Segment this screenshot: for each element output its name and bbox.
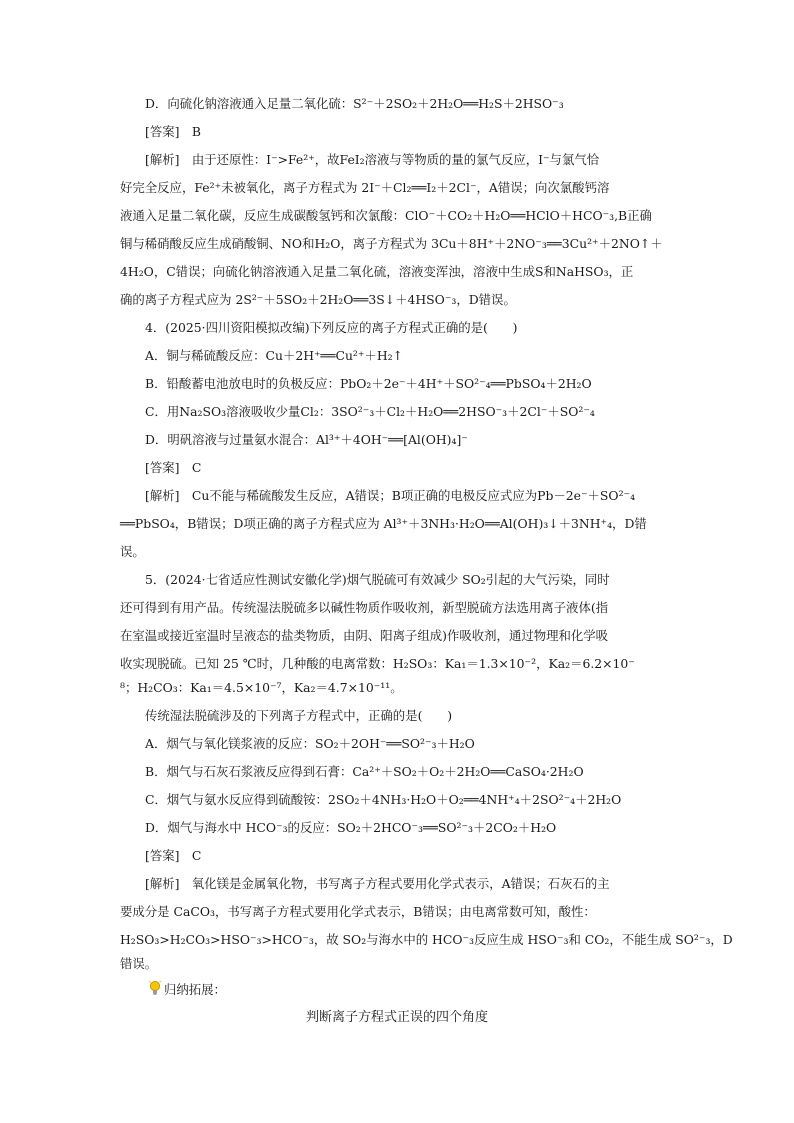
analysis-line: [解析] Cu不能与稀硫酸发生反应，A错误；B项正确的电极反应式应为Pb－2e⁻＋SO²⁻₄	[145, 488, 636, 503]
analysis-line: 误。	[120, 544, 145, 559]
question-5-stem: 在室温或接近室温时呈液态的盐类物质，由阴、阳离子组成)作吸收剂，通过物理和化学吸	[120, 628, 609, 643]
analysis-line: 铜与稀硝酸反应生成硝酸铜、NO和H₂O，离子方程式为 3Cu＋8H⁺＋2NO⁻₃══3Cu²⁺＋2NO↑＋	[120, 236, 663, 251]
lightbulb-icon	[148, 980, 162, 996]
analysis-line: [解析] 氧化镁是金属氧化物，书写离子方程式要用化学式表示，A错误；石灰石的主	[145, 876, 610, 891]
analysis-line: 确的离子方程式应为 2S²⁻＋5SO₂＋2H₂O══3S↓＋4HSO⁻₃，D错误。	[120, 292, 516, 307]
analysis-line: 好完全反应，Fe²⁺未被氧化，离子方程式为 2I⁻＋Cl₂══I₂＋2Cl⁻，A错误；向次氯酸钙溶	[120, 180, 610, 195]
analysis-line: 要成分是 CaCO₃，书写离子方程式要用化学式表示，B错误；由电离常数可知，酸性：	[120, 904, 596, 919]
question-5-stem: 5．(2024·七省适应性测试安徽化学)烟气脱硫可有效减少 SO₂引起的大气污染，同时	[145, 572, 610, 587]
option-a-line: A．烟气与氧化镁浆液的反应：SO₂＋2OH⁻══SO²⁻₃＋H₂O	[145, 736, 475, 751]
option-a-line: A．铜与稀硫酸反应：Cu＋2H⁺══Cu²⁺＋H₂↑	[145, 348, 403, 363]
section-title: 判断离子方程式正误的四个角度	[305, 1010, 488, 1025]
analysis-line: [解析] 由于还原性：I⁻>Fe²⁺，故FeI₂溶液与等物质的量的氯气反应，I⁻与氯气恰	[145, 152, 600, 167]
option-b-line: B．烟气与石灰石浆液反应得到石膏：Ca²⁺＋SO₂＋O₂＋2H₂O══CaSO₄·2H₂O	[145, 764, 584, 779]
section-heading: 归纳拓展：	[164, 982, 226, 997]
question-5-stem: 还可得到有用产品。传统湿法脱硫多以碱性物质作吸收剂，新型脱硫方法选用离子液体(指	[120, 600, 609, 615]
question-5-prompt: 传统湿法脱硫涉及的下列离子方程式中，正确的是( )	[145, 708, 453, 723]
question-5-stem: ⁸；H₂CO₃：Ka₁＝4.5×10⁻⁷，Ka₂＝4.7×10⁻¹¹。	[120, 680, 403, 695]
answer-line: [答案] B	[145, 124, 201, 139]
question-5-stem: 收实现脱硫。已知 25 ℃时，几种酸的电离常数：H₂SO₃：Ka₁＝1.3×10⁻²，Ka₂＝6.2×10⁻	[120, 656, 635, 671]
answer-line: [答案] C	[145, 848, 202, 863]
option-c-line: C．用Na₂SO₃溶液吸收少量Cl₂：3SO²⁻₃＋Cl₂＋H₂O══2HSO⁻₃＋2Cl⁻＋SO²⁻₄	[145, 404, 595, 419]
question-4-stem: 4．(2025·四川资阳模拟改编)下列反应的离子方程式正确的是( )	[145, 320, 518, 335]
option-c-line: C．烟气与氨水反应得到硫酸铵：2SO₂＋4NH₃·H₂O＋O₂══4NH⁺₄＋2SO²⁻₄＋2H₂O	[145, 792, 622, 807]
option-d-line: D．烟气与海水中 HCO⁻₃的反应：SO₂＋2HCO⁻₃══SO²⁻₃＋2CO₂＋H₂O	[145, 820, 557, 835]
analysis-line: 4H₂O，C错误；向硫化钠溶液通入足量二氧化硫，溶液变浑浊，溶液中生成S和NaHSO₃，正	[120, 264, 634, 279]
analysis-line: 错误。	[120, 956, 158, 971]
analysis-line: ══PbSO₄，B错误；D项正确的离子方程式应为 Al³⁺＋3NH₃·H₂O══Al(OH)₃↓＋3NH⁺₄，D错	[120, 516, 647, 531]
option-b-line: B．铅酸蓄电池放电时的负极反应：PbO₂＋2e⁻＋4H⁺＋SO²⁻₄══PbSO₄＋2H₂O	[145, 376, 592, 391]
answer-line: [答案] C	[145, 460, 202, 475]
analysis-line: H₂SO₃>H₂CO₃>HSO⁻₃>HCO⁻₃，故 SO₂与海水中的 HCO⁻₃反应生成 HSO⁻₃和 CO₂，不能生成 SO²⁻₃，D	[120, 932, 733, 947]
analysis-line: 液通入足量二氧化碳，反应生成碳酸氢钙和次氯酸：ClO⁻＋CO₂＋H₂O══HClO＋HCO⁻₃,B正确	[120, 208, 652, 223]
option-d-line: D．明矾溶液与过量氨水混合：Al³⁺＋4OH⁻══[Al(OH)₄]⁻	[145, 432, 468, 447]
option-d-line: D．向硫化钠溶液通入足量二氧化硫：S²⁻＋2SO₂＋2H₂O══H₂S＋2HSO⁻₃	[145, 96, 564, 111]
